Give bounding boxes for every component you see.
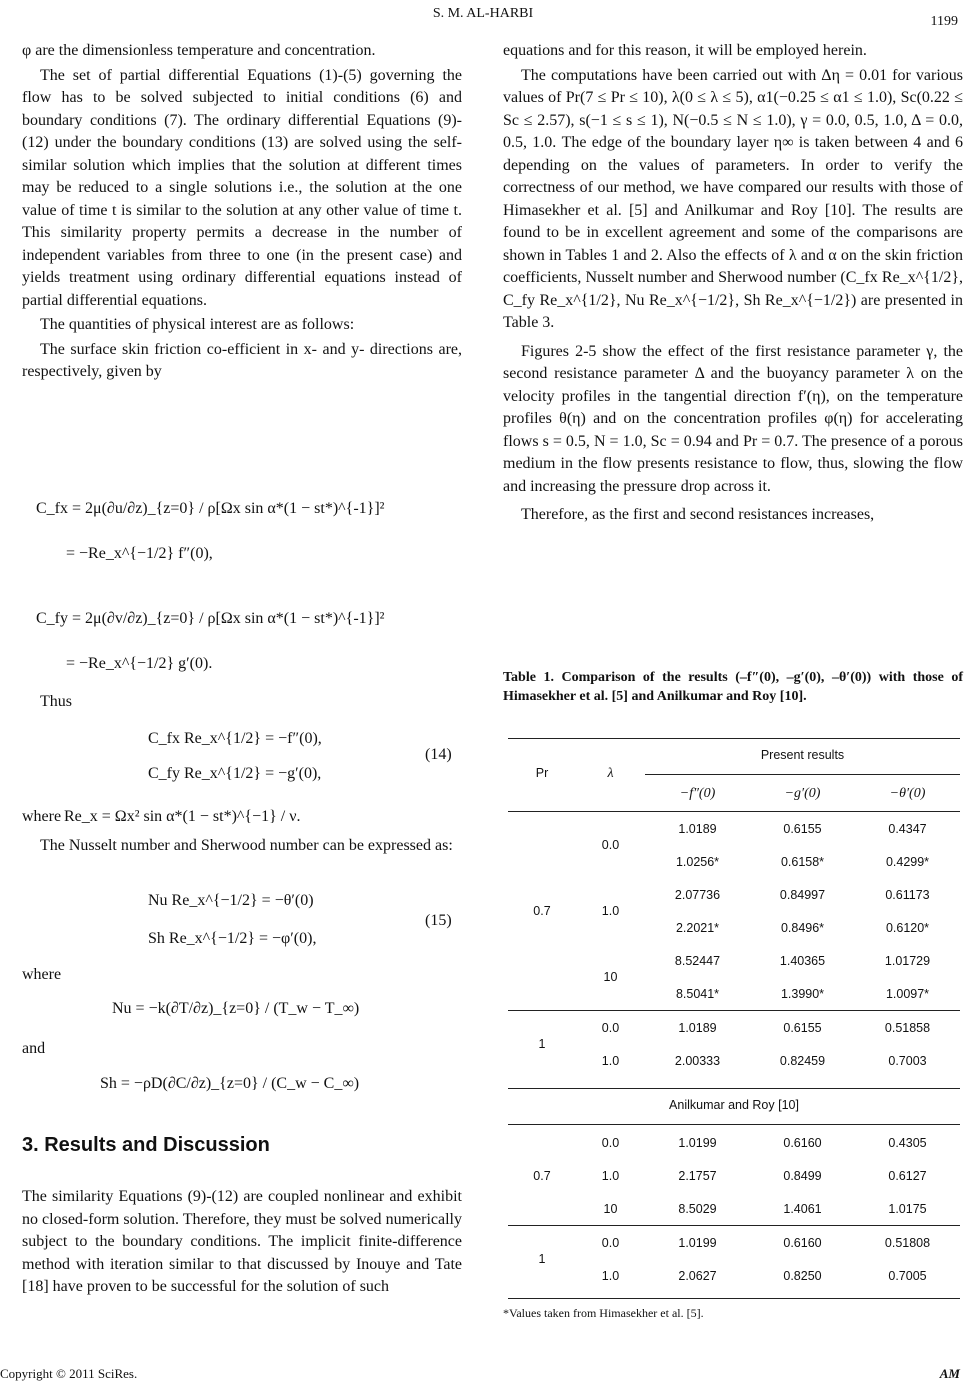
equation-reynolds: Re_x = Ωx² sin α*(1 − st*)^{−1} / ν.: [64, 808, 301, 825]
left-paragraph-2: The set of partial differential Equations (1)-(5) governing the flow has to be solved subjected to initial conditions (6) and boundary conditions (7). The ordinary differential Equations (9)-(12) under the boundary conditions (13) are solved using the self-similar solution which implies that the solution at different times may be reduced to a single solutions i.e., the solution at the one value of time t is similar to the solution at any other value of time t. This similarity property permits a decrease in the number of independent variables from three to one (in the present case) and yields treatment using ordinary differential equations instead of partial differential equations.: [22, 66, 462, 309]
anilkumar-results-table: [508, 1126, 960, 1292]
equation-14a: C_fx Re_x^{1/2} = −f″(0),: [148, 730, 322, 747]
journal-abbrev: AM: [939, 1366, 960, 1381]
value-cell: 0.7005: [888, 1268, 927, 1283]
table-row: [508, 1259, 960, 1292]
value-cell: 0.6127: [888, 1168, 927, 1183]
page-number: 1199: [930, 14, 958, 29]
lambda-cell: 1.0: [601, 904, 620, 918]
table-mid-rule-2: [508, 1124, 960, 1125]
present-results-table: [508, 812, 960, 1077]
value-cell: 0.84997: [779, 887, 826, 902]
value-cell: 0.6120*: [885, 920, 930, 935]
value-cell: 0.7003: [888, 1053, 927, 1068]
col-pr-header: Pr: [535, 766, 549, 780]
equation-15a: Nu Re_x^{−1/2} = −θ′(0): [148, 892, 314, 909]
value-cell: 8.52447: [674, 953, 721, 968]
pr-cell: 1: [538, 1252, 546, 1266]
right-paragraph-2: The computations have been carried out with Δη = 0.01 for various values of Pr(7 ≤ Pr ≤ 10), λ(0 ≤ λ ≤ 5), α1(−0.25 ≤ α1 ≤ 1.0), Sc(0.22 ≤ Sc ≤ 2.57), s(−1 ≤ s ≤ 1), N(−0.5 ≤ N ≤ 1.0), γ = 0.0, 0.5, 1.0, Δ = 0.0, 0.5, 1.0. The edge of the boundary layer η∞ is taken between 4 and 6 depending on the values of parameters. In order to verify the correctness of our method, we have compared our results with those of Himasekher et al. [5] and Anilkumar and Roy [10]. The results are found to be in excellent agreement and some of the comparisons are shown in Tables 1 and 2. Also the effects of λ and α on the skin friction coefficients, Nusselt number and Sherwood number (C_fx Re_x^{1/2}, C_fy Re_x^{1/2}, Nu Re_x^{−1/2}, Sh Re_x^{−1/2}) are presented in Table 3.: [503, 66, 963, 331]
lambda-cell: 10: [603, 1201, 618, 1216]
pr-cell: 0.7: [533, 1168, 551, 1183]
lambda-cell: 0.0: [601, 1020, 620, 1035]
left-paragraph-3: The quantities of physical interest are as follows:: [40, 316, 355, 333]
value-cell: 1.40365: [779, 953, 826, 968]
table-footnote: *Values taken from Himasekher et al. [5].: [503, 1306, 704, 1320]
value-cell: 0.6160: [783, 1135, 822, 1150]
lambda-cell: 10: [603, 970, 618, 984]
value-cell: 0.82459: [779, 1053, 826, 1068]
right-column: [503, 40, 963, 527]
right-paragraph-3: Figures 2-5 show the effect of the first resistance parameter γ, the second resistance parameter Δ and the buoyancy parameter λ on the velocity profiles in the tangential direction f′(η), on the temperature profiles θ(η) and on the concentration profiles φ(η) for accelerating flows s = 0.5, N = 1.0, Sc = 0.94 and Pr = 0.7. The presence of a porous medium in the flow presents resistance to flow, thus, slowing the flow and increasing the pressure drop across it.: [503, 342, 963, 495]
value-cell: 0.61173: [885, 887, 930, 902]
equation-cfy-line1: C_fy = 2μ(∂v/∂z)_{z=0} / ρ[Ωx sin α*(1 − st*)^{-1}]²: [36, 610, 385, 627]
value-cell: 2.1757: [678, 1168, 717, 1183]
value-cell: 1.4061: [783, 1201, 822, 1216]
table-row: [508, 1011, 960, 1045]
table-row: [508, 878, 960, 911]
value-cell: 8.5041*: [675, 986, 720, 1001]
table-row: [508, 1126, 960, 1159]
left-paragraph-1: φ are the dimensionless temperature and concentration.: [22, 42, 376, 59]
left-column: [22, 40, 462, 384]
equation-number-15: (15): [425, 912, 452, 929]
equation-nusselt: Nu = −k(∂T/∂z)_{z=0} / (T_w − T_∞): [112, 1000, 360, 1017]
value-cell: 0.6155: [783, 1020, 822, 1035]
equation-15b: Sh Re_x^{−1/2} = −φ′(0),: [148, 930, 317, 947]
lambda-cell: 1.0: [601, 1268, 620, 1283]
copyright: Copyright © 2011 SciRes.: [0, 1366, 138, 1381]
lambda-cell: 0.0: [601, 1235, 620, 1250]
table-row: [508, 1044, 960, 1077]
and-label: and: [22, 1040, 46, 1057]
lambda-cell: 1.0: [601, 1053, 620, 1068]
value-cell: 0.51808: [884, 1235, 931, 1250]
left-paragraph-5: The Nusselt number and Sherwood number can be expressed as:: [40, 837, 453, 854]
col-g-header: −g′(0): [784, 786, 821, 801]
group-anilkumar-header: Anilkumar and Roy [10]: [669, 1098, 799, 1112]
table-group-rule: [645, 774, 960, 775]
table-top-rule: [508, 738, 960, 739]
value-cell: 0.4347: [888, 821, 927, 836]
right-paragraph-4: Therefore, as the first and second resistances increases,: [521, 506, 875, 523]
value-cell: 1.0097*: [885, 986, 930, 1001]
left-paragraph-6: The similarity Equations (9)-(12) are coupled nonlinear and exhibit no closed-form solution. Therefore, they must be solved numerically subject to the boundary conditions. The implicit finite-difference method with iteration similar to that discussed by Inouye and Tate [18] have proven to be successful for the solution of such: [22, 1188, 462, 1295]
thus-label: Thus: [40, 693, 72, 710]
table-row: [508, 944, 960, 977]
pr-cell: 0.7: [533, 904, 551, 918]
table-row: [508, 1226, 960, 1260]
table-caption: Table 1. Comparison of the results (–f″(0), –g′(0), –θ′(0)) with those of Himasekher et al. [5] and Anilkumar and Roy [10].: [503, 670, 963, 704]
left-paragraph-4: The surface skin friction co-efficient in x- and y- directions are, respectively, given by: [22, 340, 462, 380]
value-cell: 1.0256*: [675, 854, 720, 869]
value-cell: 8.5029: [678, 1201, 717, 1216]
table-bottom-rule: [508, 1298, 960, 1299]
equation-sherwood: Sh = −ρD(∂C/∂z)_{z=0} / (C_w − C_∞): [100, 1075, 360, 1092]
value-cell: 2.2021*: [675, 920, 720, 935]
table-row: [508, 1159, 960, 1192]
lambda-cell: 0.0: [601, 1135, 620, 1150]
value-cell: 1.0189: [678, 1020, 717, 1035]
value-cell: 0.6158*: [780, 854, 825, 869]
section-heading: 3. Results and Discussion: [22, 1134, 270, 1156]
running-head: S. M. AL-HARBI: [432, 6, 534, 21]
table-row: [508, 1192, 960, 1226]
right-paragraph-1: equations and for this reason, it will be employed herein.: [503, 42, 867, 59]
value-cell: 1.0199: [678, 1235, 717, 1250]
equation-14b: C_fy Re_x^{1/2} = −g′(0),: [148, 765, 322, 782]
value-cell: 0.8496*: [780, 920, 825, 935]
value-cell: 0.6160: [783, 1235, 822, 1250]
value-cell: 2.0627: [678, 1268, 717, 1283]
value-cell: 0.6155: [783, 821, 822, 836]
table-mid-rule-1: [508, 1088, 960, 1089]
value-cell: 1.0199: [678, 1135, 717, 1150]
value-cell: 2.07736: [674, 887, 721, 902]
col-f-header: −f″(0): [679, 786, 716, 801]
value-cell: 0.8499: [783, 1168, 822, 1183]
value-cell: 2.00333: [674, 1053, 721, 1068]
value-cell: 0.8250: [783, 1268, 822, 1283]
where-label-1: where: [22, 808, 62, 825]
lambda-cell: 1.0: [601, 1168, 620, 1183]
lambda-cell: 0.0: [601, 838, 620, 852]
col-lambda-header: λ: [607, 766, 614, 781]
value-cell: 1.3990*: [780, 986, 825, 1001]
table-row: [508, 812, 960, 845]
equation-cfx-line2: = −Re_x^{−1/2} f″(0),: [66, 545, 213, 562]
equation-cfy-line2: = −Re_x^{−1/2} g′(0).: [66, 655, 213, 672]
value-cell: 0.4305: [888, 1135, 927, 1150]
col-theta-header: −θ′(0): [889, 786, 926, 801]
equation-cfx-line1: C_fx = 2μ(∂u/∂z)_{z=0} / ρ[Ωx sin α*(1 − st*)^{-1}]²: [36, 500, 385, 517]
value-cell: 1.0175: [888, 1201, 927, 1216]
pr-cell: 1: [538, 1037, 546, 1051]
value-cell: 1.0189: [678, 821, 717, 836]
value-cell: 1.01729: [884, 953, 931, 968]
value-cell: 0.4299*: [885, 854, 930, 869]
value-cell: 0.51858: [884, 1020, 931, 1035]
equation-number-14: (14): [425, 746, 452, 763]
where-label-2: where: [22, 966, 62, 983]
group-present-header: Present results: [760, 748, 845, 762]
